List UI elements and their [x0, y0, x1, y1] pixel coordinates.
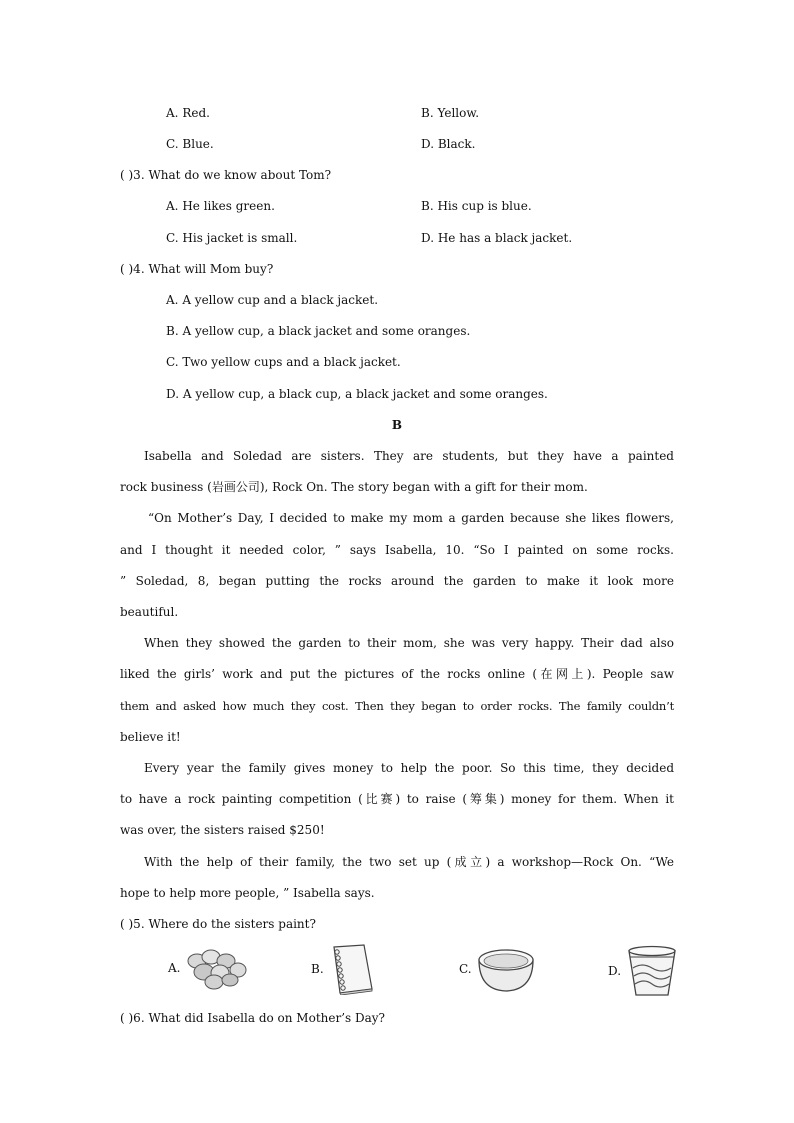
option-text: He has a black jacket. [437, 231, 573, 245]
passage-line: Isabella and Soledad are sisters. They are students, but they have a painted [144, 449, 674, 463]
passage-line: “On Mother’s Day, I decided to make my mom a garden because she likes flowers, [148, 511, 674, 525]
option-text: Blue. [182, 137, 214, 151]
passage-line: ” Soledad, 8, began putting the rocks around the garden to make it look more [120, 574, 674, 588]
option-text: His cup is blue. [437, 199, 532, 213]
question-number: ( )3. [120, 168, 145, 182]
option-letter: B. [166, 324, 179, 338]
q3-option-c [166, 230, 297, 246]
option-text: His jacket is small. [182, 231, 298, 245]
question-5 [120, 916, 316, 932]
option-letter: B. [421, 106, 434, 120]
passage-line: was over, the sisters raised $250! [120, 823, 325, 837]
q4-option-a [166, 292, 378, 308]
option-text: Black. [437, 137, 476, 151]
option-letter: A. [168, 961, 181, 975]
question-6 [120, 1010, 385, 1026]
q3-option-a [166, 198, 275, 214]
option-letter: A. [166, 106, 179, 120]
option-text: Red. [182, 106, 210, 120]
option-text: A yellow cup and a black jacket. [182, 293, 379, 307]
option-text: A yellow cup, a black cup, a black jacket and some oranges. [182, 387, 548, 401]
passage-line: hope to help more people, ” Isabella says. [120, 886, 375, 900]
q2-option-c [166, 136, 214, 152]
passage-line: rock business (岩画公司), Rock On. The story began with a gift for their mom. [120, 480, 588, 494]
passage-line: Every year the family gives money to help the poor. So this time, they decided [144, 761, 674, 775]
rocks-icon [184, 946, 248, 990]
option-letter: B. [311, 962, 324, 976]
option-letter: C. [166, 231, 179, 245]
q3-option-d [421, 230, 572, 246]
option-letter: D. [421, 231, 435, 245]
question-text: What did Isabella do on Mother’s Day? [148, 1011, 385, 1025]
passage-line: With the help of their family, the two set up (成立) a workshop—Rock On. “We [144, 855, 674, 869]
q2-option-a [166, 105, 210, 121]
option-letter: C. [166, 355, 179, 369]
question-number: ( )5. [120, 917, 145, 931]
passage-line: and I thought it needed color, ” says Isabella, 10. “So I painted on some rocks. [120, 543, 674, 557]
option-letter: A. [166, 293, 179, 307]
option-letter: C. [459, 962, 472, 976]
notebook-icon [328, 943, 376, 995]
q4-option-d [166, 386, 548, 402]
option-text: A yellow cup, a black jacket and some oranges. [182, 324, 471, 338]
option-text: He likes green. [182, 199, 275, 213]
question-3 [120, 167, 331, 183]
question-text: What do we know about Tom? [148, 168, 332, 182]
question-text: Where do the sisters paint? [148, 917, 316, 931]
passage-line: beautiful. [120, 605, 179, 619]
option-text: Yellow. [437, 106, 480, 120]
question-4 [120, 261, 273, 277]
passage-line: to have a rock painting competition (比赛) to raise (筹集) money for them. When it [120, 792, 674, 806]
q5-option-b [311, 943, 376, 995]
option-letter: B. [421, 199, 434, 213]
option-letter: D. [166, 387, 180, 401]
q2-option-d [421, 136, 475, 152]
option-letter: D. [421, 137, 435, 151]
q3-option-b [421, 198, 532, 214]
section-title: B [391, 418, 403, 432]
question-number: ( )6. [120, 1011, 145, 1025]
q5-option-a [168, 946, 248, 990]
question-text: What will Mom buy? [148, 262, 274, 276]
bowl-icon [476, 944, 536, 994]
option-letter: A. [166, 199, 179, 213]
q4-option-b [166, 323, 470, 339]
question-number: ( )4. [120, 262, 145, 276]
option-letter: C. [166, 137, 179, 151]
cup-icon [625, 944, 679, 998]
q5-option-d [608, 944, 679, 998]
passage-line: When they showed the garden to their mom, she was very happy. Their dad also [144, 636, 674, 650]
option-text: Two yellow cups and a black jacket. [182, 355, 401, 369]
option-letter: D. [608, 964, 622, 978]
q2-option-b [421, 105, 479, 121]
passage-line: them and asked how much they cost. Then they began to order rocks. The family couldn’t [120, 699, 674, 713]
passage-line: believe it! [120, 730, 181, 744]
q4-option-c [166, 354, 401, 370]
q5-option-c [459, 944, 536, 994]
passage-line: liked the girls’ work and put the pictures of the rocks online (在网上). People saw [120, 667, 674, 681]
